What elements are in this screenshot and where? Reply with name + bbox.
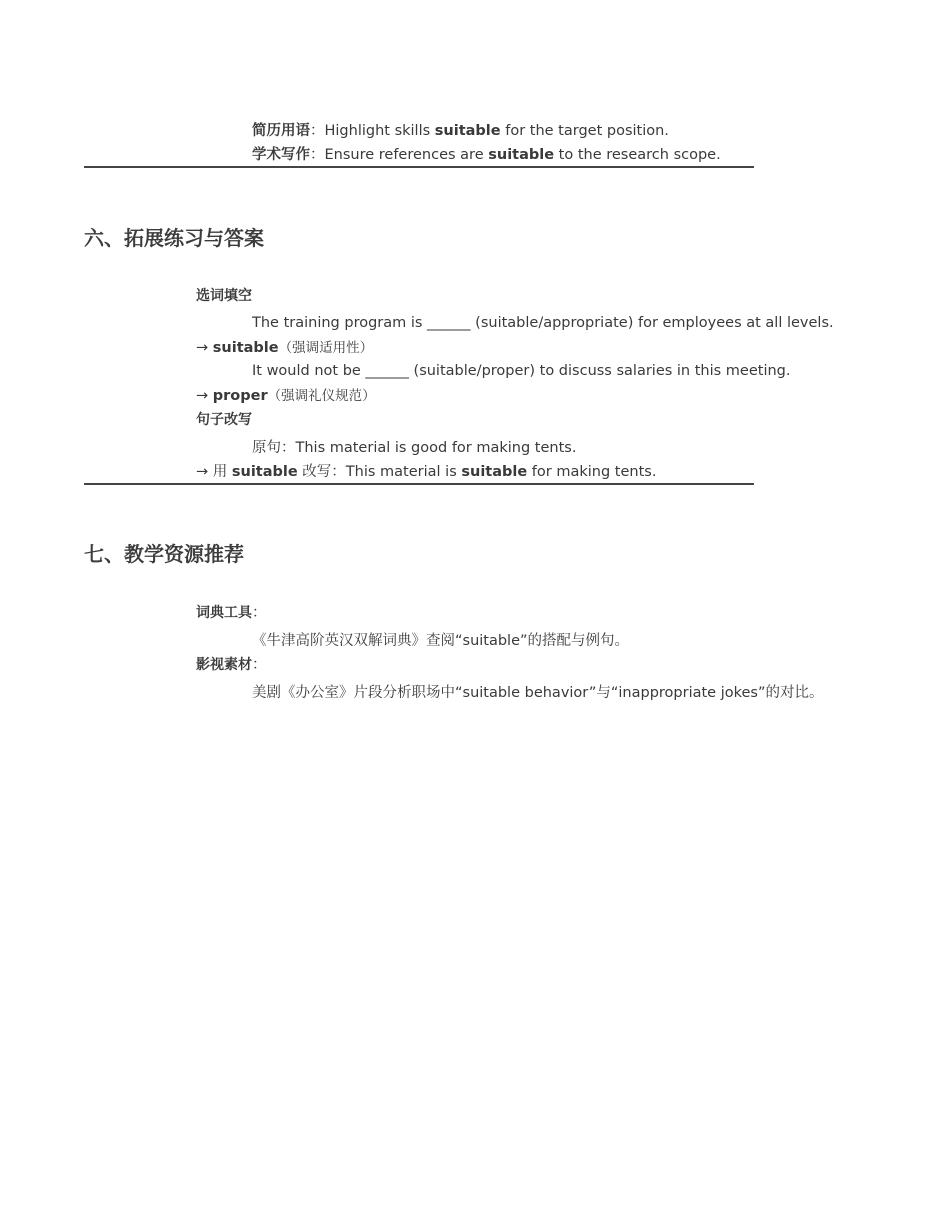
- rewrite-answer: → 用 suitable 改写：This material is suitable for making tents.: [196, 464, 657, 480]
- section-7-heading: 七、教学资源推荐: [84, 542, 244, 566]
- section-divider: [84, 483, 754, 485]
- resume-usage-label: 简历用语: [252, 123, 310, 139]
- dictionary-tools-label: 词典工具: [196, 605, 252, 621]
- film-materials-label-line: 影视素材：: [196, 657, 267, 673]
- rewrite-original-sentence: 原句：This material is good for making tents.: [252, 440, 577, 456]
- academic-writing-line: 学术写作：Ensure references are suitable to the research scope.: [252, 147, 721, 163]
- exercise-answer-2: → proper（强调礼仪规范）: [196, 388, 376, 404]
- section-6-heading: 六、拓展练习与答案: [84, 226, 264, 250]
- keyword-suitable: suitable: [488, 147, 555, 163]
- fill-blank-label: 选词填空: [196, 288, 252, 304]
- exercise-question-1: The training program is ______ (suitable/appropriate) for employees at all levels.: [252, 315, 834, 331]
- resume-usage-line: 简历用语：Highlight skills suitable for the target position.: [252, 123, 669, 139]
- keyword-suitable: suitable: [434, 123, 501, 139]
- film-materials-text: 美剧《办公室》片段分析职场中“suitable behavior”与“inappropriate jokes”的对比。: [252, 685, 824, 701]
- rewrite-label: 句子改写: [196, 412, 252, 428]
- exercise-answer-1: → suitable（强调适用性）: [196, 340, 374, 356]
- section-divider: [84, 166, 754, 168]
- dictionary-tools-text: 《牛津高阶英汉双解词典》查阅“suitable”的搭配与例句。: [252, 633, 630, 649]
- film-materials-label: 影视素材: [196, 657, 252, 673]
- dictionary-tools-label-line: 词典工具：: [196, 605, 267, 621]
- academic-writing-label: 学术写作: [252, 147, 310, 163]
- exercise-question-2: It would not be ______ (suitable/proper) to discuss salaries in this meeting.: [252, 363, 791, 379]
